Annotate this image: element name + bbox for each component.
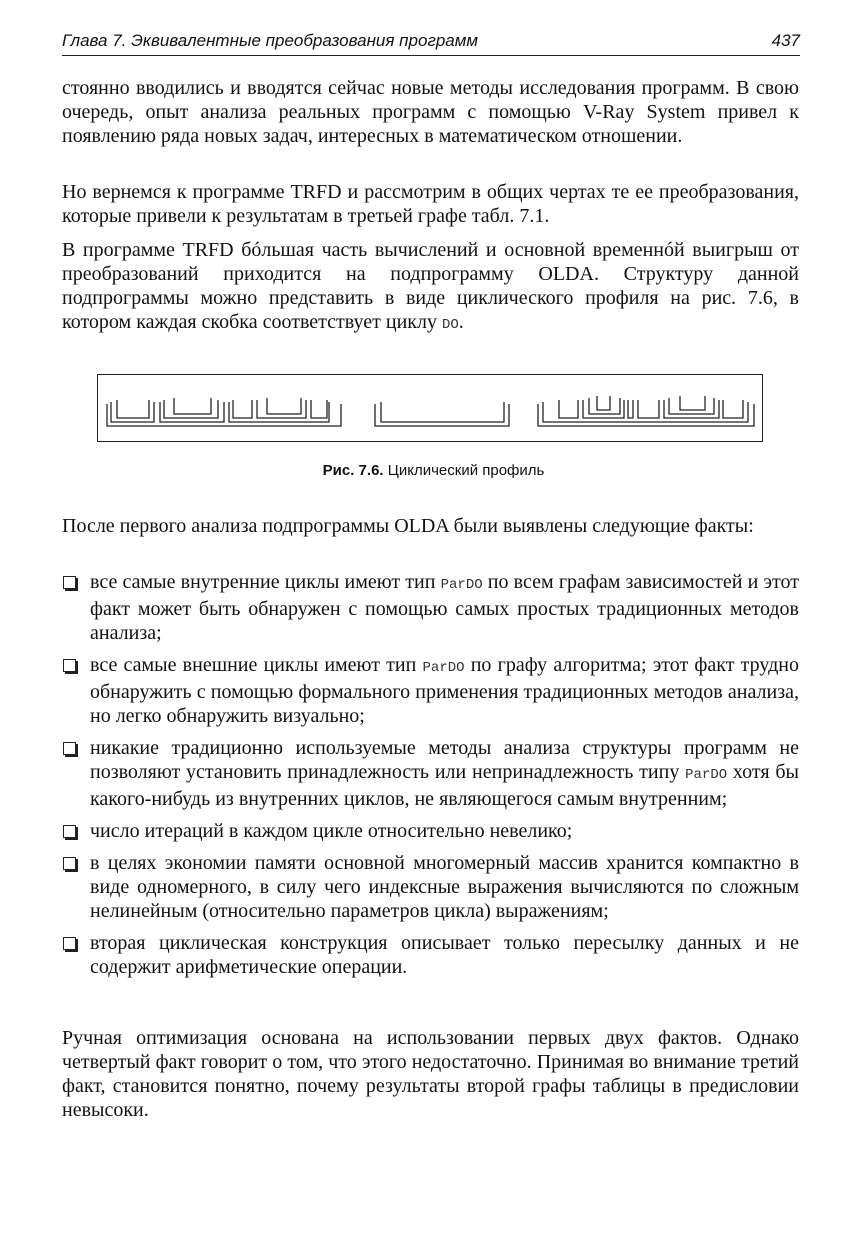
loop-bracket bbox=[589, 398, 620, 414]
list-item bbox=[62, 570, 799, 645]
loop-bracket bbox=[628, 400, 633, 418]
paragraph-5: Ручная оптимизация основана на использовании первых двух фактов. Однако четвертый факт говорит о том, что этого недостаточно. Принимая во внимание третий факт, становится понятно, почему результаты второй графы таблицы в предисловии невысоки. bbox=[62, 1027, 799, 1121]
checkbox-bullet-icon bbox=[63, 825, 76, 838]
figure-title: Циклический профиль bbox=[387, 462, 545, 479]
item-text: число итераций в каждом цикле относительно невелико; bbox=[90, 820, 573, 842]
loop-bracket bbox=[375, 404, 509, 426]
paragraph-3 bbox=[62, 238, 799, 337]
item-code: ParDO bbox=[422, 660, 465, 676]
checkbox-bullet-icon bbox=[63, 742, 76, 755]
loop-bracket bbox=[597, 396, 610, 410]
item-text-end: хотя бы какого-нибудь из внутренних циклов, не являющегося самым внутренним; bbox=[90, 761, 799, 810]
figure-label: Рис. 7.6. bbox=[322, 462, 384, 479]
checkbox-bullet-icon bbox=[63, 857, 76, 870]
loop-bracket bbox=[233, 400, 252, 418]
item-text-end: по графу алгоритма; этот факт трудно обнаружить с помощью формального применения традиционных методов анализа, но легко обнаружить визуально; bbox=[90, 654, 799, 727]
loop-bracket bbox=[229, 402, 329, 422]
loop-brackets bbox=[107, 396, 754, 426]
loop-bracket bbox=[638, 400, 659, 418]
figure-caption bbox=[0, 462, 867, 479]
item-text: вторая циклическая конструкция описывает только пересылку данных и не содержит арифметические операции. bbox=[90, 932, 799, 978]
paragraph-3-text: В программе TRFD бóльшая часть вычислений и основной временнóй выигрыш от преобразований приходится на подпрограмму OLDA. Структуру данной подпрограммы можно представить в виде циклического профиля на рис. 7.6, в котором каждая скобка соответствует циклу bbox=[62, 239, 799, 333]
list-item bbox=[62, 736, 799, 811]
loop-bracket bbox=[160, 402, 224, 422]
loop-bracket bbox=[117, 400, 149, 418]
item-code: ParDO bbox=[685, 767, 728, 783]
running-header bbox=[62, 31, 800, 56]
checkbox-bullet-icon bbox=[63, 937, 76, 950]
checkbox-bullet-icon bbox=[63, 576, 76, 589]
checkbox-bullet-icon bbox=[63, 659, 76, 672]
loop-bracket bbox=[664, 400, 719, 418]
loop-bracket bbox=[669, 398, 714, 414]
item-text: в целях экономии памяти основной многомерный массив хранится компактно в виде одномерного, в силу чего индексные выражения вычисляются по сложным нелинейным (относительно параметров цикла) выражениям; bbox=[90, 852, 799, 922]
paragraph-2: Но вернемся к программе TRFD и рассмотрим в общих чертах те ее преобразования, которые привели к результатам в третьей графе табл. 7.1. bbox=[62, 181, 799, 227]
chapter-title: Глава 7. Эквивалентные преобразования программ bbox=[62, 31, 479, 50]
loop-bracket bbox=[680, 396, 705, 410]
loop-bracket bbox=[311, 400, 327, 418]
loop-bracket bbox=[164, 400, 218, 418]
loop-bracket bbox=[174, 398, 211, 414]
paragraph-1: стоянно вводились и вводятся сейчас новые методы исследования программ. В свою очередь, опыт анализа реальных программ с помощью V-Ray System привел к появлению ряда новых задач, интересных в математическом отношении. bbox=[62, 77, 799, 147]
loop-bracket bbox=[267, 398, 301, 414]
loop-bracket bbox=[559, 400, 578, 418]
item-text: никакие традиционно используемые методы анализа структуры программ не позволяют установить принадлежность или непринадлежность типу bbox=[90, 737, 799, 783]
paragraph-3-end: . bbox=[458, 311, 464, 333]
list-item bbox=[62, 851, 799, 923]
loop-bracket bbox=[723, 400, 743, 418]
list-item bbox=[62, 819, 799, 843]
loop-bracket bbox=[257, 400, 306, 418]
cyclic-profile-figure bbox=[97, 374, 763, 442]
paragraph-4: После первого анализа подпрограммы OLDA были выявлены следующие факты: bbox=[62, 515, 754, 537]
loop-bracket bbox=[543, 402, 748, 422]
list-item bbox=[62, 931, 799, 979]
list-item bbox=[62, 653, 799, 728]
code-do: DO bbox=[441, 317, 459, 333]
loop-bracket bbox=[538, 404, 754, 426]
figure-frame bbox=[98, 375, 763, 442]
item-code: ParDO bbox=[440, 577, 483, 593]
facts-list bbox=[62, 570, 799, 987]
page-number: 437 bbox=[771, 31, 800, 50]
item-text-end: по всем графам зависимостей и этот факт может быть обнаружен с помощью самых простых традиционных методов анализа; bbox=[90, 571, 799, 644]
item-text: все самые внутренние циклы имеют тип bbox=[90, 571, 441, 593]
item-text: все самые внешние циклы имеют тип bbox=[90, 654, 423, 676]
loop-bracket bbox=[381, 402, 504, 422]
